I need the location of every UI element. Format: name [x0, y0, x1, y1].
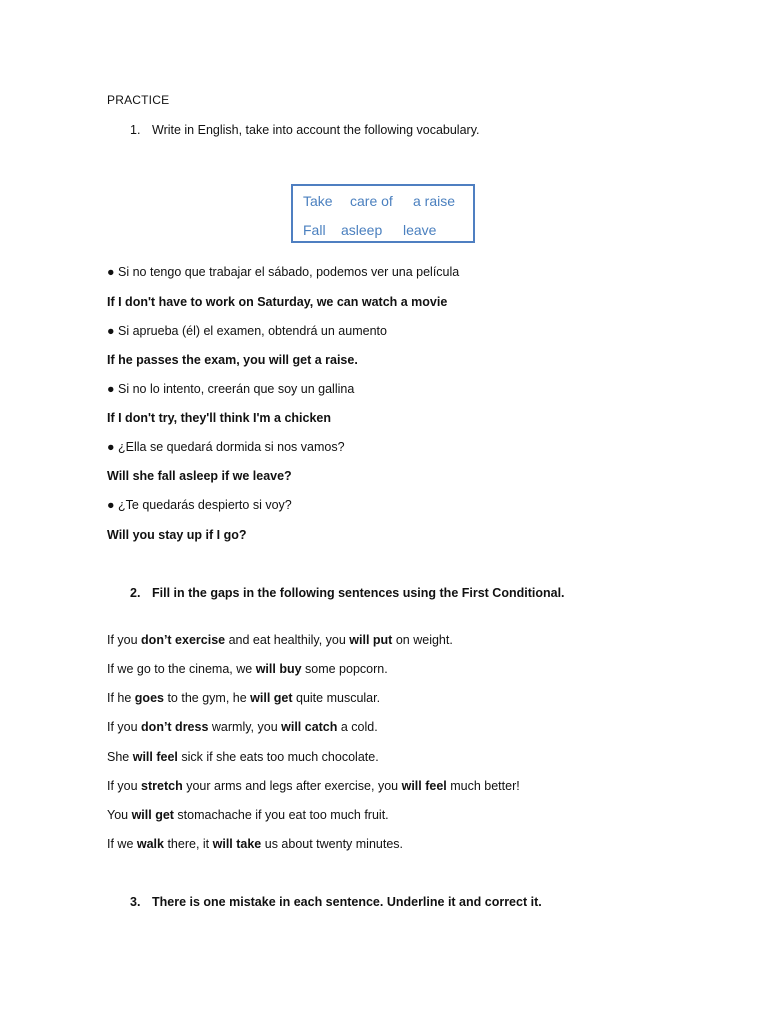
vocab-word: Fall: [303, 222, 326, 238]
sentence-text: She: [107, 750, 133, 764]
answer-text: walk: [136, 837, 164, 851]
answer-text: goes: [134, 691, 164, 705]
page-heading: PRACTICE: [107, 93, 170, 107]
answer-text: will put: [349, 633, 393, 647]
sentence-text: warmly, you: [208, 720, 282, 734]
fill-in-sentence: [107, 662, 388, 676]
english-answer: If he passes the exam, you will get a raise.: [107, 353, 358, 367]
answer-text: will get: [131, 808, 174, 822]
fill-in-sentence: [107, 779, 520, 793]
question-2-instruction: Fill in the gaps in the following sentences using the First Conditional.: [152, 586, 565, 600]
answer-text: will get: [250, 691, 293, 705]
sentence-text: some popcorn.: [301, 662, 388, 676]
answer-text: will feel: [401, 779, 447, 793]
vocab-word: care of: [350, 193, 393, 209]
fill-in-sentence: [107, 691, 380, 705]
sentence-text: us about twenty minutes.: [261, 837, 404, 851]
sentence-text: there, it: [163, 837, 213, 851]
sentence-text: sick if she eats too much chocolate.: [177, 750, 379, 764]
question-1-instruction: Write in English, take into account the following vocabulary.: [152, 123, 480, 137]
answer-text: will feel: [132, 750, 178, 764]
question-2-number: 2.: [130, 586, 141, 600]
sentence-text: stomachache if you eat too much fruit.: [173, 808, 389, 822]
english-answer: If I don't try, they'll think I'm a chicken: [107, 411, 331, 425]
sentence-text: You: [107, 808, 132, 822]
fill-in-sentence: [107, 750, 379, 764]
sentence-text: If we: [107, 837, 137, 851]
sentence-text: If he: [107, 691, 135, 705]
vocab-word: a raise: [413, 193, 456, 209]
answer-text: don’t exercise: [141, 633, 226, 647]
sentence-text: and eat healthily, you: [225, 633, 350, 647]
spanish-sentence: ● Si aprueba (él) el examen, obtendrá un aumento: [107, 324, 387, 338]
sentence-text: your arms and legs after exercise, you: [182, 779, 402, 793]
fill-in-sentence: [107, 808, 389, 822]
question-3-number: 3.: [130, 895, 141, 909]
vocab-word: leave: [403, 222, 437, 238]
spanish-sentence: ● ¿Ella se quedará dormida si nos vamos?: [107, 440, 345, 454]
answer-text: don’t dress: [141, 720, 209, 734]
vocab-word: Take: [303, 193, 333, 209]
sentence-text: on weight.: [392, 633, 453, 647]
spanish-sentence: ● Si no lo intento, creerán que soy un gallina: [107, 382, 355, 396]
question-3-instruction: There is one mistake in each sentence. Underline it and correct it.: [152, 895, 542, 909]
answer-text: will buy: [255, 662, 302, 676]
sentence-text: If you: [107, 720, 142, 734]
english-answer: If I don't have to work on Saturday, we can watch a movie: [107, 295, 448, 309]
english-answer: Will she fall asleep if we leave?: [107, 469, 292, 483]
english-answer: Will you stay up if I go?: [107, 528, 247, 542]
spanish-sentence: ● ¿Te quedarás despierto si voy?: [107, 498, 292, 512]
sentence-text: a cold.: [337, 720, 378, 734]
answer-text: will take: [212, 837, 262, 851]
fill-in-sentence: [107, 837, 403, 851]
sentence-text: to the gym, he: [163, 691, 251, 705]
sentence-text: If you: [107, 779, 142, 793]
fill-in-sentence: [107, 720, 378, 734]
sentence-text: much better!: [446, 779, 520, 793]
answer-text: will catch: [281, 720, 338, 734]
vocab-word: asleep: [341, 222, 383, 238]
vocabulary-box: [291, 184, 475, 243]
spanish-sentence: ● Si no tengo que trabajar el sábado, podemos ver una película: [107, 265, 460, 279]
sentence-text: If we go to the cinema, we: [107, 662, 256, 676]
sentence-text: quite muscular.: [292, 691, 381, 705]
answer-text: stretch: [141, 779, 183, 793]
sentence-text: If you: [107, 633, 142, 647]
question-1-number: 1.: [130, 123, 141, 137]
fill-in-sentence: [107, 633, 453, 647]
